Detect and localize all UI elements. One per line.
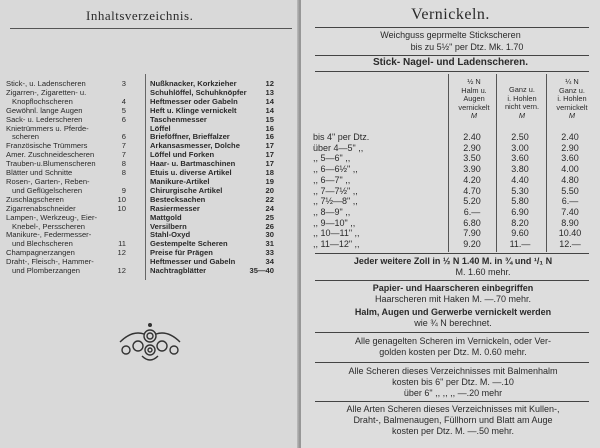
index-entry-page: 24 [265,203,274,213]
index-entry-page: 20 [265,185,274,195]
column-header-line: M [518,110,526,120]
index-entry-label: Chirurgische Artikel [150,185,223,195]
index-entry-label: Taschenmesser [150,114,207,124]
column-header-line: Augen [463,94,485,104]
price-cell: 2.40 [561,132,579,142]
size-label: ,, 7½—8" ,, [313,196,358,207]
size-label: über 4—5" ,, [313,142,364,153]
note-nailed [315,336,591,358]
index-entry-label: Trauben-u.Blumenscheren [6,159,96,169]
note-text: Papier- und Haarscheren einbegriffen [372,283,534,293]
note-text: Alle genagelten Scheren im Vernickeln, oder Ver- [354,336,552,346]
price-cell: 9.60 [511,228,529,239]
note-text: Draht-, Balmenaugen, Füllhorn und Blatt am Auge [353,415,553,425]
rule [315,332,589,333]
table-row [301,164,600,175]
column-header-line: i. Hohlen [507,93,537,103]
column-header-line: vernickelt [556,102,588,112]
index-entry-label: Gewöhnl. lange Augen [6,105,83,115]
index-entry-label: und Blechscheren [12,239,73,249]
index-entry-label: Löffel und Forken [150,150,215,160]
index-entry-label: Etuis u. diverse Artikel [150,168,232,178]
index-entry-page: 19 [265,176,274,186]
price-cell: 2.90 [463,142,481,153]
title-rule [315,27,589,28]
index-entry-page: 14 [265,105,274,115]
index-entry-label: Mattgold [150,212,182,222]
price-cell: 6.90 [511,206,529,217]
index-entry-page: 35—40 [249,266,274,276]
note-text: Alle Arten Scheren dieses Verzeichnisses mit Kullen-, [346,404,560,414]
index-entry-page: 8 [121,159,126,169]
index-entry-label: Stick-, u. Ladenscheren [6,79,86,88]
table-row [301,175,600,186]
index-entry-page: 18 [265,168,274,178]
price-cell: 4.80 [561,174,579,185]
column-header-line: M [470,111,478,121]
index-entry-label: Französische Trümmers [6,141,88,151]
size-label: bis 4" per Dtz. [313,132,370,142]
price-cell: 5.20 [463,196,481,207]
price-cell: 6.— [561,196,579,207]
table-row [301,186,600,197]
index-entry-page: 16 [265,132,274,142]
index-entry-label: Heft u. Klinge vernickelt [150,105,237,115]
subtitle-line-2: bis zu 5½" per Dtz. Mk. 1.70 [410,42,524,52]
index-entry-page: 13 [265,87,274,97]
price-cell: 3.60 [511,153,529,164]
index-entry-label: Knebel-, Persscheren [12,221,86,231]
index-entry-page: 5 [121,105,126,115]
note-text: M. 1.60 mehr. [455,267,511,277]
column-header-line: Ganz u. [559,85,585,95]
price-cell: 4.20 [463,174,481,185]
index-entry [150,267,274,276]
column-header-line: i. Hohlen [557,94,587,104]
note-text: Jeder weitere Zoll in ½ N 1.40 M. in ¾ und ¹/₁ N [353,256,553,266]
size-label: ,, 6—7" ,, [313,174,351,185]
note-text: wie ¾ N berechnet. [414,318,492,328]
index-entry-page: 6 [121,132,126,142]
price-cell: 5.30 [511,185,529,196]
table-row [301,132,600,143]
index-entry-page: 12 [265,79,274,88]
table-row [301,218,600,229]
price-cell: 7.40 [561,206,579,217]
price-cell: 11.— [509,239,531,249]
index-entry-page: 12 [117,248,126,258]
index-entry-page: 4 [121,96,126,106]
index-entry-label: und Geflügelscheren [12,185,83,195]
price-cell: 3.90 [463,164,481,175]
index-entry-page: 11 [118,239,126,249]
index-entry-label: scheren [12,132,40,142]
price-cell: 9.20 [463,239,481,249]
column-header-line: Halm u. [461,85,487,95]
price-cell: 3.00 [511,142,529,153]
index-entry-label: Haar- u. Bartmaschinen [150,159,236,169]
index-entry-label: Löffel [150,123,171,133]
index-entry-label: Preise für Prägen [150,248,213,258]
index-entry-page: 14 [265,96,274,106]
column-header-half-n [450,78,498,121]
index-entry-label: Nachtragblätter [150,266,207,276]
right-page [301,0,600,448]
size-label: ,, 6—6½" ,, [313,164,358,175]
index-entry-label: Champagnerzangen [6,248,75,258]
rule [315,401,589,402]
index-column-1 [6,80,126,276]
price-cell: 2.40 [463,132,481,142]
note-halm [315,307,591,329]
index-entry-label: Rasiermesser [150,203,200,213]
index-entry-page: 3 [121,79,126,88]
index-entry-label: Zigarren-, Zigaretten- u. [6,87,87,97]
index-entry-label: Lampen-, Werkzeug-, Eier- [6,212,98,222]
column-divider [145,74,146,280]
price-cell: 6.— [463,206,481,217]
price-cell: 5.50 [561,185,579,196]
index-entry-label: Bestecksachen [150,194,206,204]
column-header-line: vernickelt [458,102,490,112]
rule [315,55,589,56]
index-entry-page: 12 [117,266,126,276]
table-row [301,207,600,218]
price-cell: 2.50 [511,132,529,142]
rule [315,280,589,281]
price-cell: 8.20 [511,217,529,228]
index-entry-label: Manikure-, Federmesser- [6,230,92,240]
page-title: Vernickeln. [411,6,490,23]
index-entry-page: 25 [265,212,274,222]
index-entry-page: 26 [265,221,274,231]
index-entry-label: Heftmesser oder Gabeln [150,96,238,106]
index-column-2 [150,80,274,276]
note-paper-scissors [315,283,591,305]
index-entry-page: 17 [265,150,274,160]
size-label: ,, 9—10" ,, [313,217,356,228]
index-entry-label: Manikure-Artikel [150,176,210,186]
index-entry-page: 6 [121,114,126,124]
price-cell: 6.80 [463,217,481,228]
column-header-line: Ganz u. [509,85,535,94]
price-cell: 4.40 [511,174,529,185]
note-text: Halm, Augen und Gerwerbe vernickelt werden [354,307,552,317]
index-entry-page: 16 [265,123,274,133]
index-entry-page: 33 [265,248,274,258]
index-entry-label: Brieföffner, Brieffalzer [150,132,230,142]
note-kullen [315,404,591,437]
index-entry-label: Knopflochscheren [12,96,73,106]
table-row [301,143,600,154]
price-cell: 12.— [559,239,581,249]
ornament-icon [112,316,188,366]
price-cell: 5.80 [511,196,529,207]
size-label: ,, 11—12" ,, [313,239,360,249]
index-entry-page: 15 [265,114,274,124]
note-text: kosten per Dtz. M. —.50 mehr. [391,426,515,436]
index-entry-label: Nußknacker, Korkzieher [150,79,237,88]
index-entry-label: Schuhlöffel, Schuhknöpfer [150,87,247,97]
index-entry-page: 22 [265,194,274,204]
column-header-line: nicht vern. [504,102,540,112]
rule [315,253,589,254]
index-entry-label: Arkansasmesser, Dolche [150,141,240,151]
index-entry-page: 30 [265,230,274,240]
size-label: ,, 10—11" ,, [313,228,360,239]
table-row [301,153,600,164]
index-entry-label: Gestempelte Scheren [150,239,228,249]
column-header-line: ½ N [467,77,481,86]
index-entry-label: Knietrümmers u. Pferde- [6,123,89,133]
table-row [301,239,600,250]
index-entry-page: 34 [265,257,274,267]
index-title: Inhaltsverzeichnis. [86,8,194,23]
index-entry-label: Stahl-Oxyd [150,230,191,240]
index-entry-label: und Plomberzangen [12,266,80,276]
index-entry-label: Amer. Zuschneidescheren [6,150,95,160]
index-entry-label: Draht-, Fleisch-, Hammer- [6,257,94,267]
index-entry-label: Zigarrenabschneider [6,203,76,213]
index-entry-label: Versilbern [150,221,187,231]
index-entry-page: 7 [121,150,126,160]
table-row [301,228,600,239]
index-entry [6,267,126,276]
size-label: ,, 5—6" ,, [313,153,351,164]
price-cell: 10.40 [558,228,582,239]
section-heading: Stick- Nagel- und Ladenscheren. [372,57,529,68]
price-cell: 2.90 [561,142,579,153]
size-label: ,, 8—9" ,, [313,206,351,217]
note-text: Alle Scheren dieses Verzeichnisses mit Balmenhalm [348,366,558,376]
index-entry-page: 8 [121,168,126,178]
index-entry-label: Heftmesser und Gabeln [150,257,236,267]
index-entry-label: Sack- u. Lederscheren [6,114,83,124]
index-entry-page: 10 [117,194,126,204]
note-text: golden kosten per Dtz. M. 0.60 mehr. [379,347,527,357]
note-extra-inch [315,256,591,278]
note-text: kosten bis 6" per Dtz. M. —.10 [392,377,514,387]
title-rule [10,28,292,29]
index-entry-page: 10 [117,203,126,213]
index-entry-label: Zuschlagscheren [6,194,64,204]
price-cell: 8.90 [561,217,579,228]
column-header-not-plated [498,86,546,120]
index-entry-page: 31 [265,239,274,249]
column-header-quarter-n [548,78,596,121]
index-entry-page: 17 [265,141,274,151]
note-balmenhalm [315,366,591,399]
price-cell: 4.00 [561,164,579,175]
note-text: Haarscheren mit Haken M. —.70 mehr. [374,294,532,304]
column-header-line: M [568,111,576,121]
rule [315,362,589,363]
note-text: über 6" ,, ,, ,, —.20 mehr [403,388,503,398]
index-entry-label: Rosen-, Garten-, Reben- [6,176,90,186]
table-row [301,196,600,207]
price-cell: 3.50 [463,153,481,164]
price-cell: 3.80 [511,164,529,175]
index-entry-page: 17 [265,159,274,169]
price-cell: 3.60 [561,153,579,164]
price-cell: 7.90 [463,228,481,239]
subtitle-line-1: Weichguss geprmelte Stickscheren [380,30,521,40]
index-entry-page: 7 [121,141,126,151]
size-label: ,, 7—7½" ,, [313,185,358,196]
column-header-line: ¼ N [565,77,579,86]
rule [315,71,589,72]
index-entry-page: 9 [121,185,126,195]
index-entry-label: Blätter und Schnitte [6,168,73,178]
price-cell: 4.70 [463,185,481,196]
